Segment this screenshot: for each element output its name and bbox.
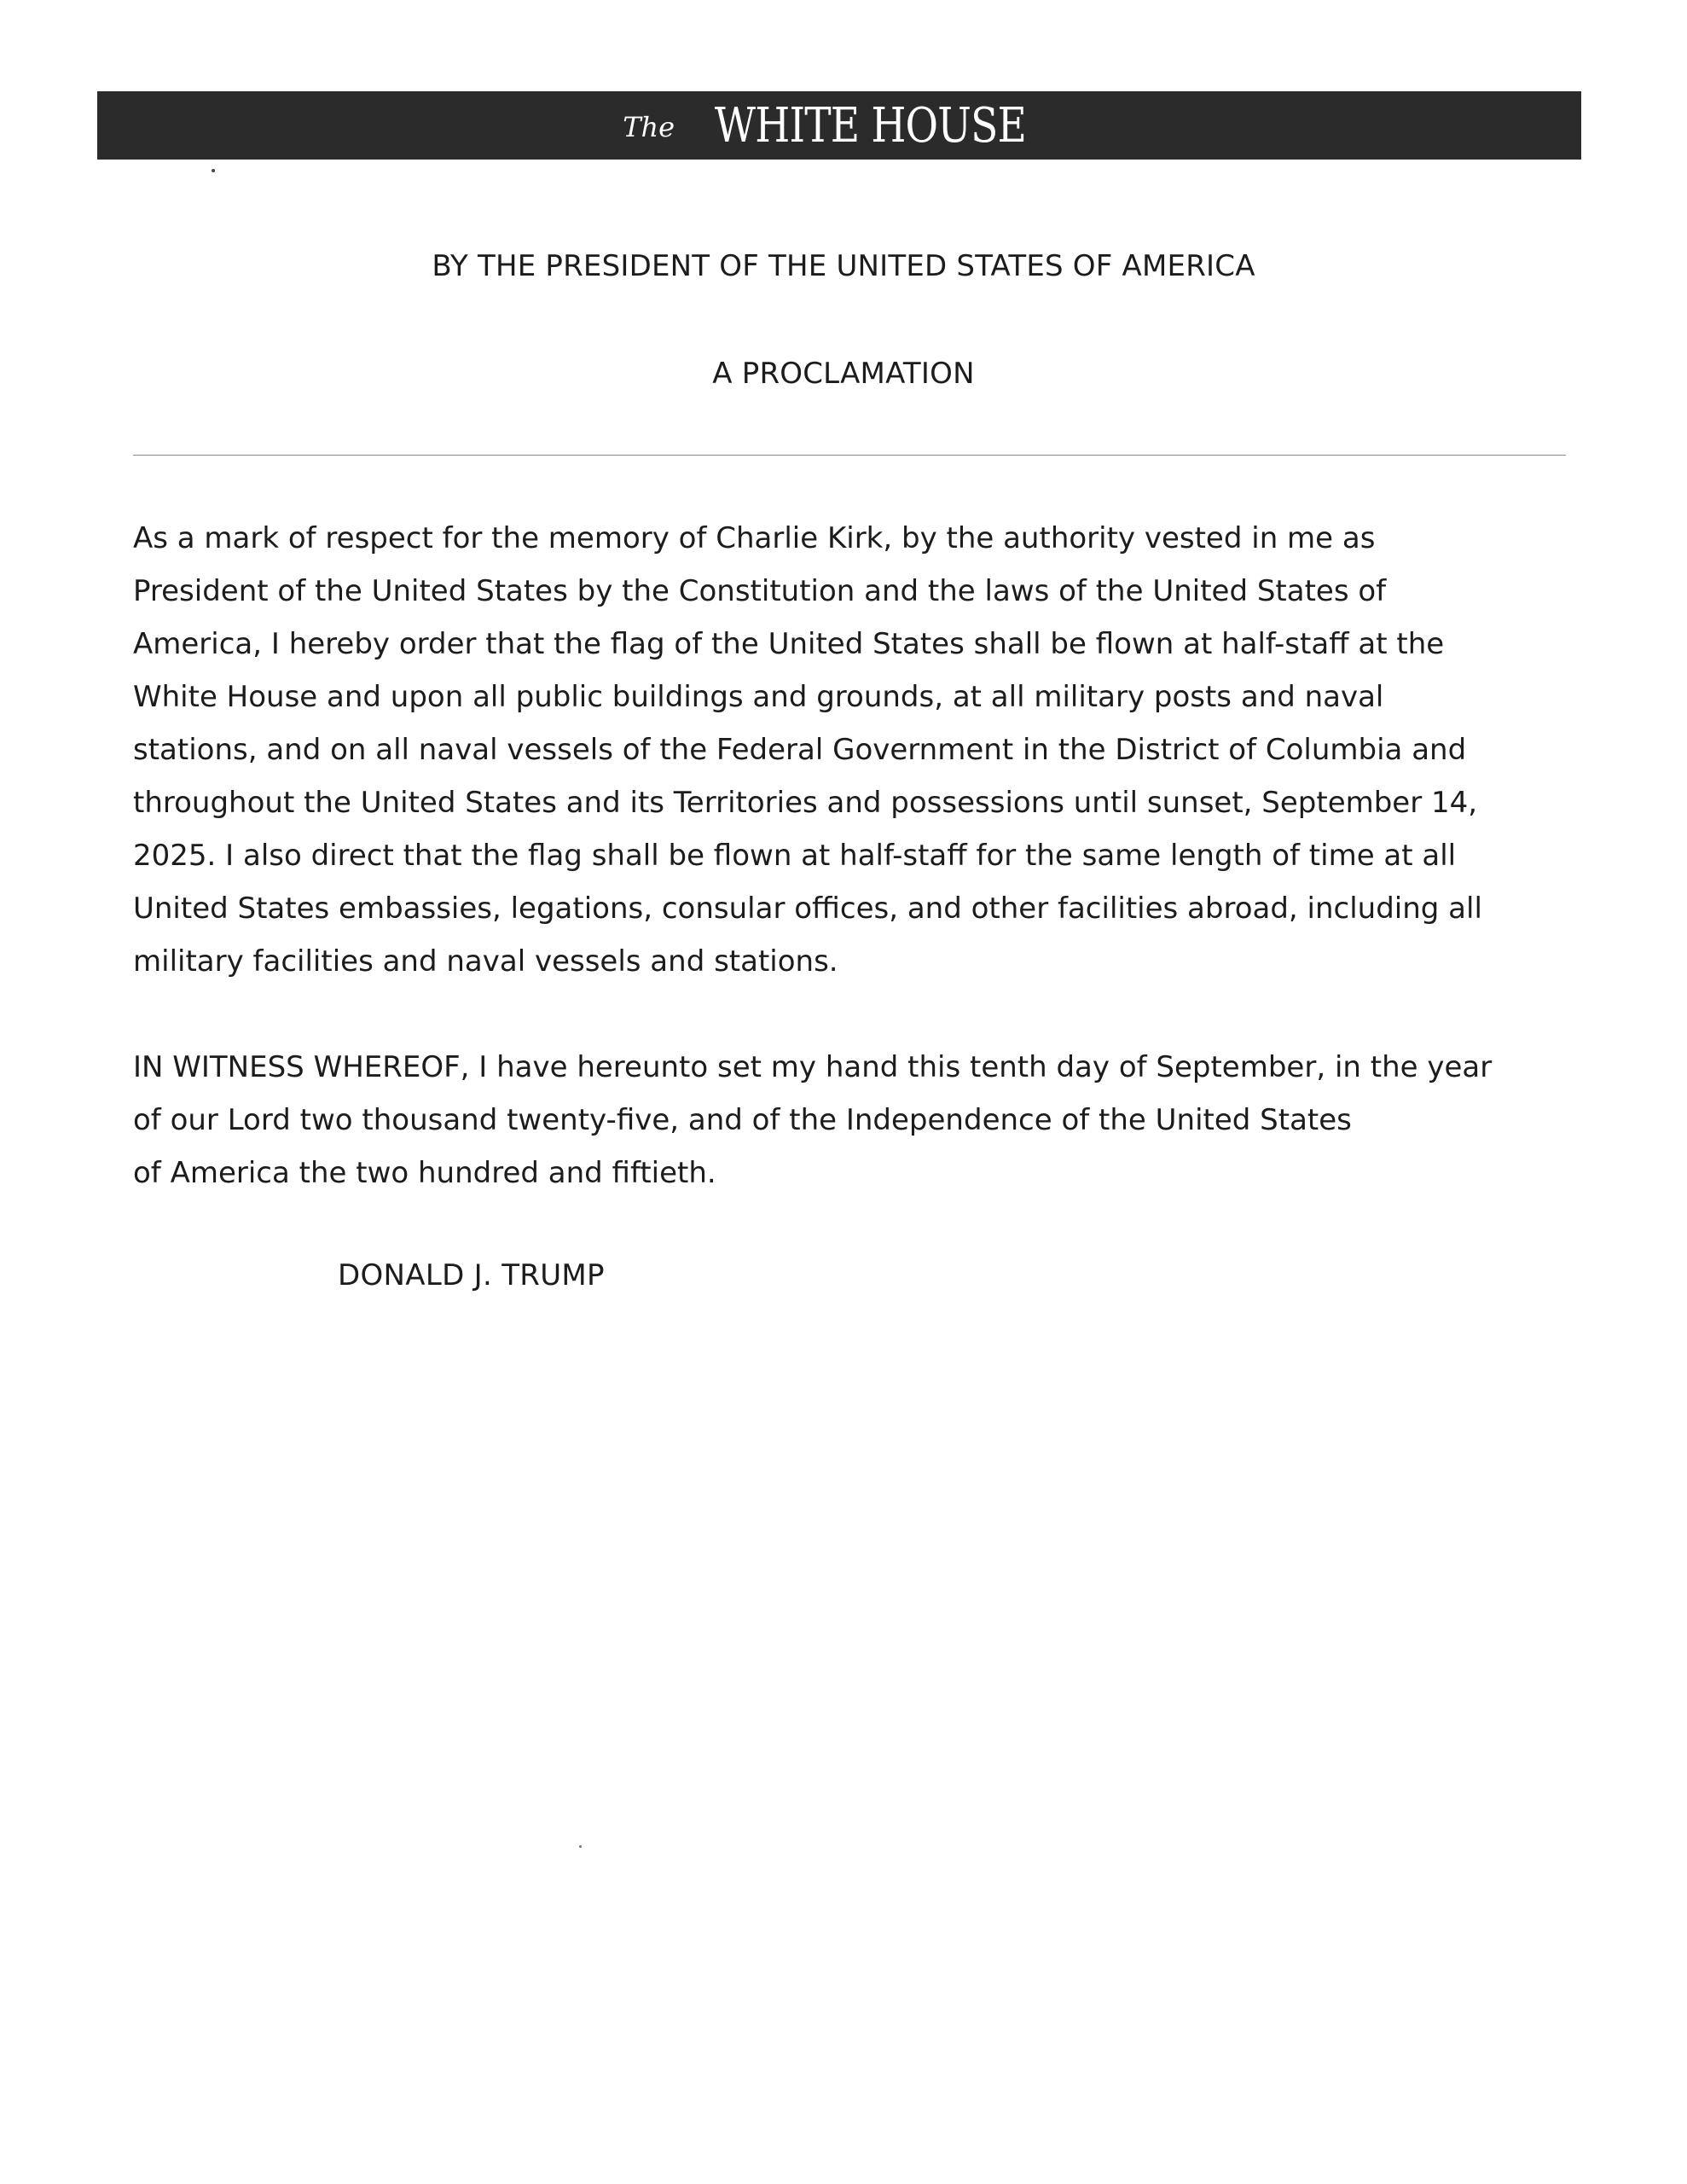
paragraph-line: throughout the United States and its Territories and possessions until sunset, September 14, — [133, 786, 1478, 820]
paragraph-line: 2025. I also direct that the flag shall be flown at half-staff for the same length of time at all — [133, 839, 1457, 873]
document-heading: BY THE PRESIDENT OF THE UNITED STATES OF AMERICA — [432, 249, 1255, 283]
paragraph-line: military facilities and naval vessels and stations. — [133, 944, 838, 979]
paragraph-line: of our Lord two thousand twenty-five, and of the Independence of the United States — [133, 1103, 1352, 1137]
letterhead-title: WHITE HOUSE — [714, 97, 1027, 154]
paragraph-line: United States embassies, legations, consular offices, and other facilities abroad, including all — [133, 892, 1482, 926]
paragraph-line: of America the two hundred and fiftieth. — [133, 1156, 716, 1190]
paragraph-line: America, I hereby order that the flag of the United States shall be flown at half-staff at the — [133, 627, 1445, 661]
proclamation-paragraph — [133, 512, 1574, 988]
scan-speck — [579, 1845, 582, 1848]
document-subheading: A PROCLAMATION — [712, 357, 975, 391]
letterhead-banner — [97, 91, 1581, 160]
paragraph-line: stations, and on all naval vessels of the Federal Government in the District of Columbia and — [133, 733, 1467, 767]
letterhead-prefix: The — [623, 111, 675, 143]
paragraph-line: White House and upon all public buildings and grounds, at all military posts and naval — [133, 680, 1384, 714]
horizontal-divider — [133, 455, 1566, 456]
scan-speck — [212, 169, 215, 172]
paragraph-line: President of the United States by the Constitution and the laws of the United States of — [133, 574, 1387, 608]
paragraph-line: As a mark of respect for the memory of Charlie Kirk, by the authority vested in me as — [133, 521, 1376, 555]
signature-name: DONALD J. TRUMP — [338, 1258, 605, 1292]
witness-paragraph — [133, 1041, 1574, 1199]
paragraph-line: IN WITNESS WHEREOF, I have hereunto set my hand this tenth day of September, in the year — [133, 1050, 1493, 1084]
